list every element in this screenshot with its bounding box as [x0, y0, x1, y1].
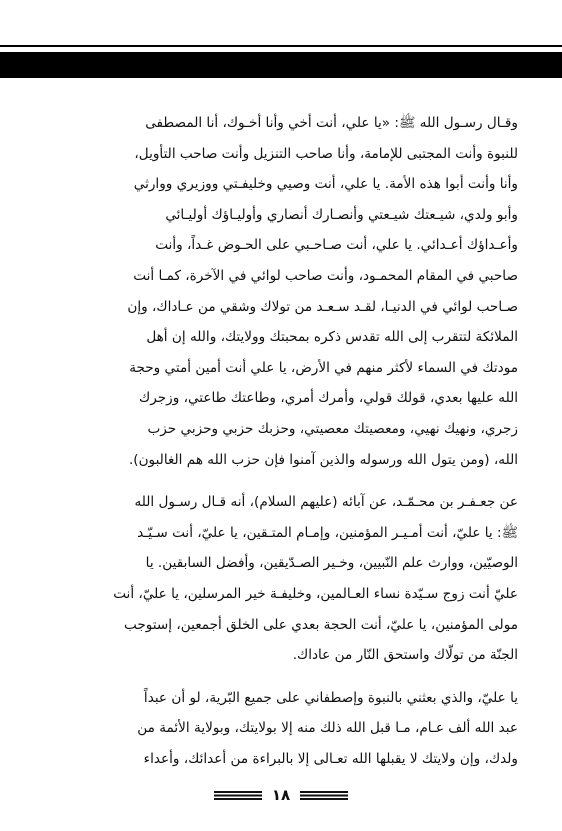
text-line: الجنّة من تولّاك واستحق النّار من عاداك. [292, 647, 518, 664]
text-line: زجري، ونهيك نهيي، ومعصيتك معصيتي، وحزبك حزبي وحزبي حزب [147, 420, 518, 437]
text-line: وقـال رسـول الله ﷺ: «يا علي، أنت أخي وأنا أخـوك، أنا المصطفى [145, 115, 518, 131]
header-bar [0, 52, 562, 78]
text-line: صاحبي في المقام المحمـود، وأنت صاحب لوائي في الآخرة، كمـا أنت [133, 267, 518, 284]
text-line: ﷺ: يا عليّ، أنت أمـيـر المؤمنين، وإمـام المتـقين، يا عليّ، أنت سـيّـد [137, 524, 518, 541]
text-line: يا عليّ، والذي بعثني بالنبوة وإصطفاني على جميع البّرية، لو أن عبداً [143, 689, 518, 706]
page-footer [0, 783, 562, 807]
text-line: للنبوة وأنت المجتبى للإمامة، وأنا صاحب التنزيل وأنت صاحب التأويل، [134, 145, 518, 162]
paragraph-3 [56, 683, 518, 775]
text-line: مودتك في السماء لأكثر منهم في الأرض، يا علي أنت أمين أمتي وحجة [129, 359, 518, 376]
text-line: الله عليها بعدي، قولك قولي، وأمرك أمري، وطاعتك طاعتي، وزجرك [139, 390, 518, 407]
text-line: وأبو ولدي، شيـعتك شيـعتي وأنصـارك أنصاري وأوليـاؤك أوليـائي [165, 206, 518, 223]
text-line: الملائكة لتتقرب إلى الله تقدس ذكره بمحبتك وولايتك، والله إن أهل [146, 329, 518, 346]
text-line: الوصيّين، ووارث علم النّبيين، وخـير الصـدّيقين، وأفضل السابقين. يا [145, 555, 518, 572]
page-body [56, 108, 518, 774]
text-line: ولدك، وإن ولايتك لا يقبلها الله تعـالى إلا بالبراءة من أعدائك، وأعداء [143, 750, 518, 767]
text-line: عبد الله ألف عـام، مـا قبل الله ذلك منه إلا بولايتك، وبولاية الأئمة من [137, 720, 518, 737]
page-number: ١٨ [271, 786, 291, 804]
footer-rule-right [300, 791, 348, 800]
paragraph-2 [56, 487, 518, 671]
footer-rule-left [214, 791, 262, 800]
text-line: الله، (ومن يتول الله ورسوله والذين آمنوا فإن حزب الله هم الغالبون). [128, 451, 518, 468]
text-line: وأعـداؤك أعـدائي. يا علي، أنت صـاحـبي على الحـوض غـداً، وأنت [155, 237, 518, 254]
text-line: عن جعـفـر بن محـمّـد، عن آبائه (عليهم السلام)، أنه قـال رسـول الله [134, 494, 518, 511]
text-line: صـاحب لوائي في الدنيـا، لقـد سـعـد من تولاك وشقي من عـاداك، وإن [127, 298, 518, 315]
text-line: مولى المؤمنين، يا عليّ، أنت الحجة بعدي على الخلق أجمعين، إستوجب [124, 616, 518, 633]
text-line: عليّ أنت زوج سـيّدة نساء العـالمين، وخليفـة خير المرسلين، يا عليّ، أنت [113, 585, 518, 602]
paragraph-1 [56, 108, 518, 475]
text-line: وأنا وأنت أبوا هذه الأمة. يا علي، أنت وصيي وخليفـتي ووزيري ووارثي [133, 176, 518, 193]
